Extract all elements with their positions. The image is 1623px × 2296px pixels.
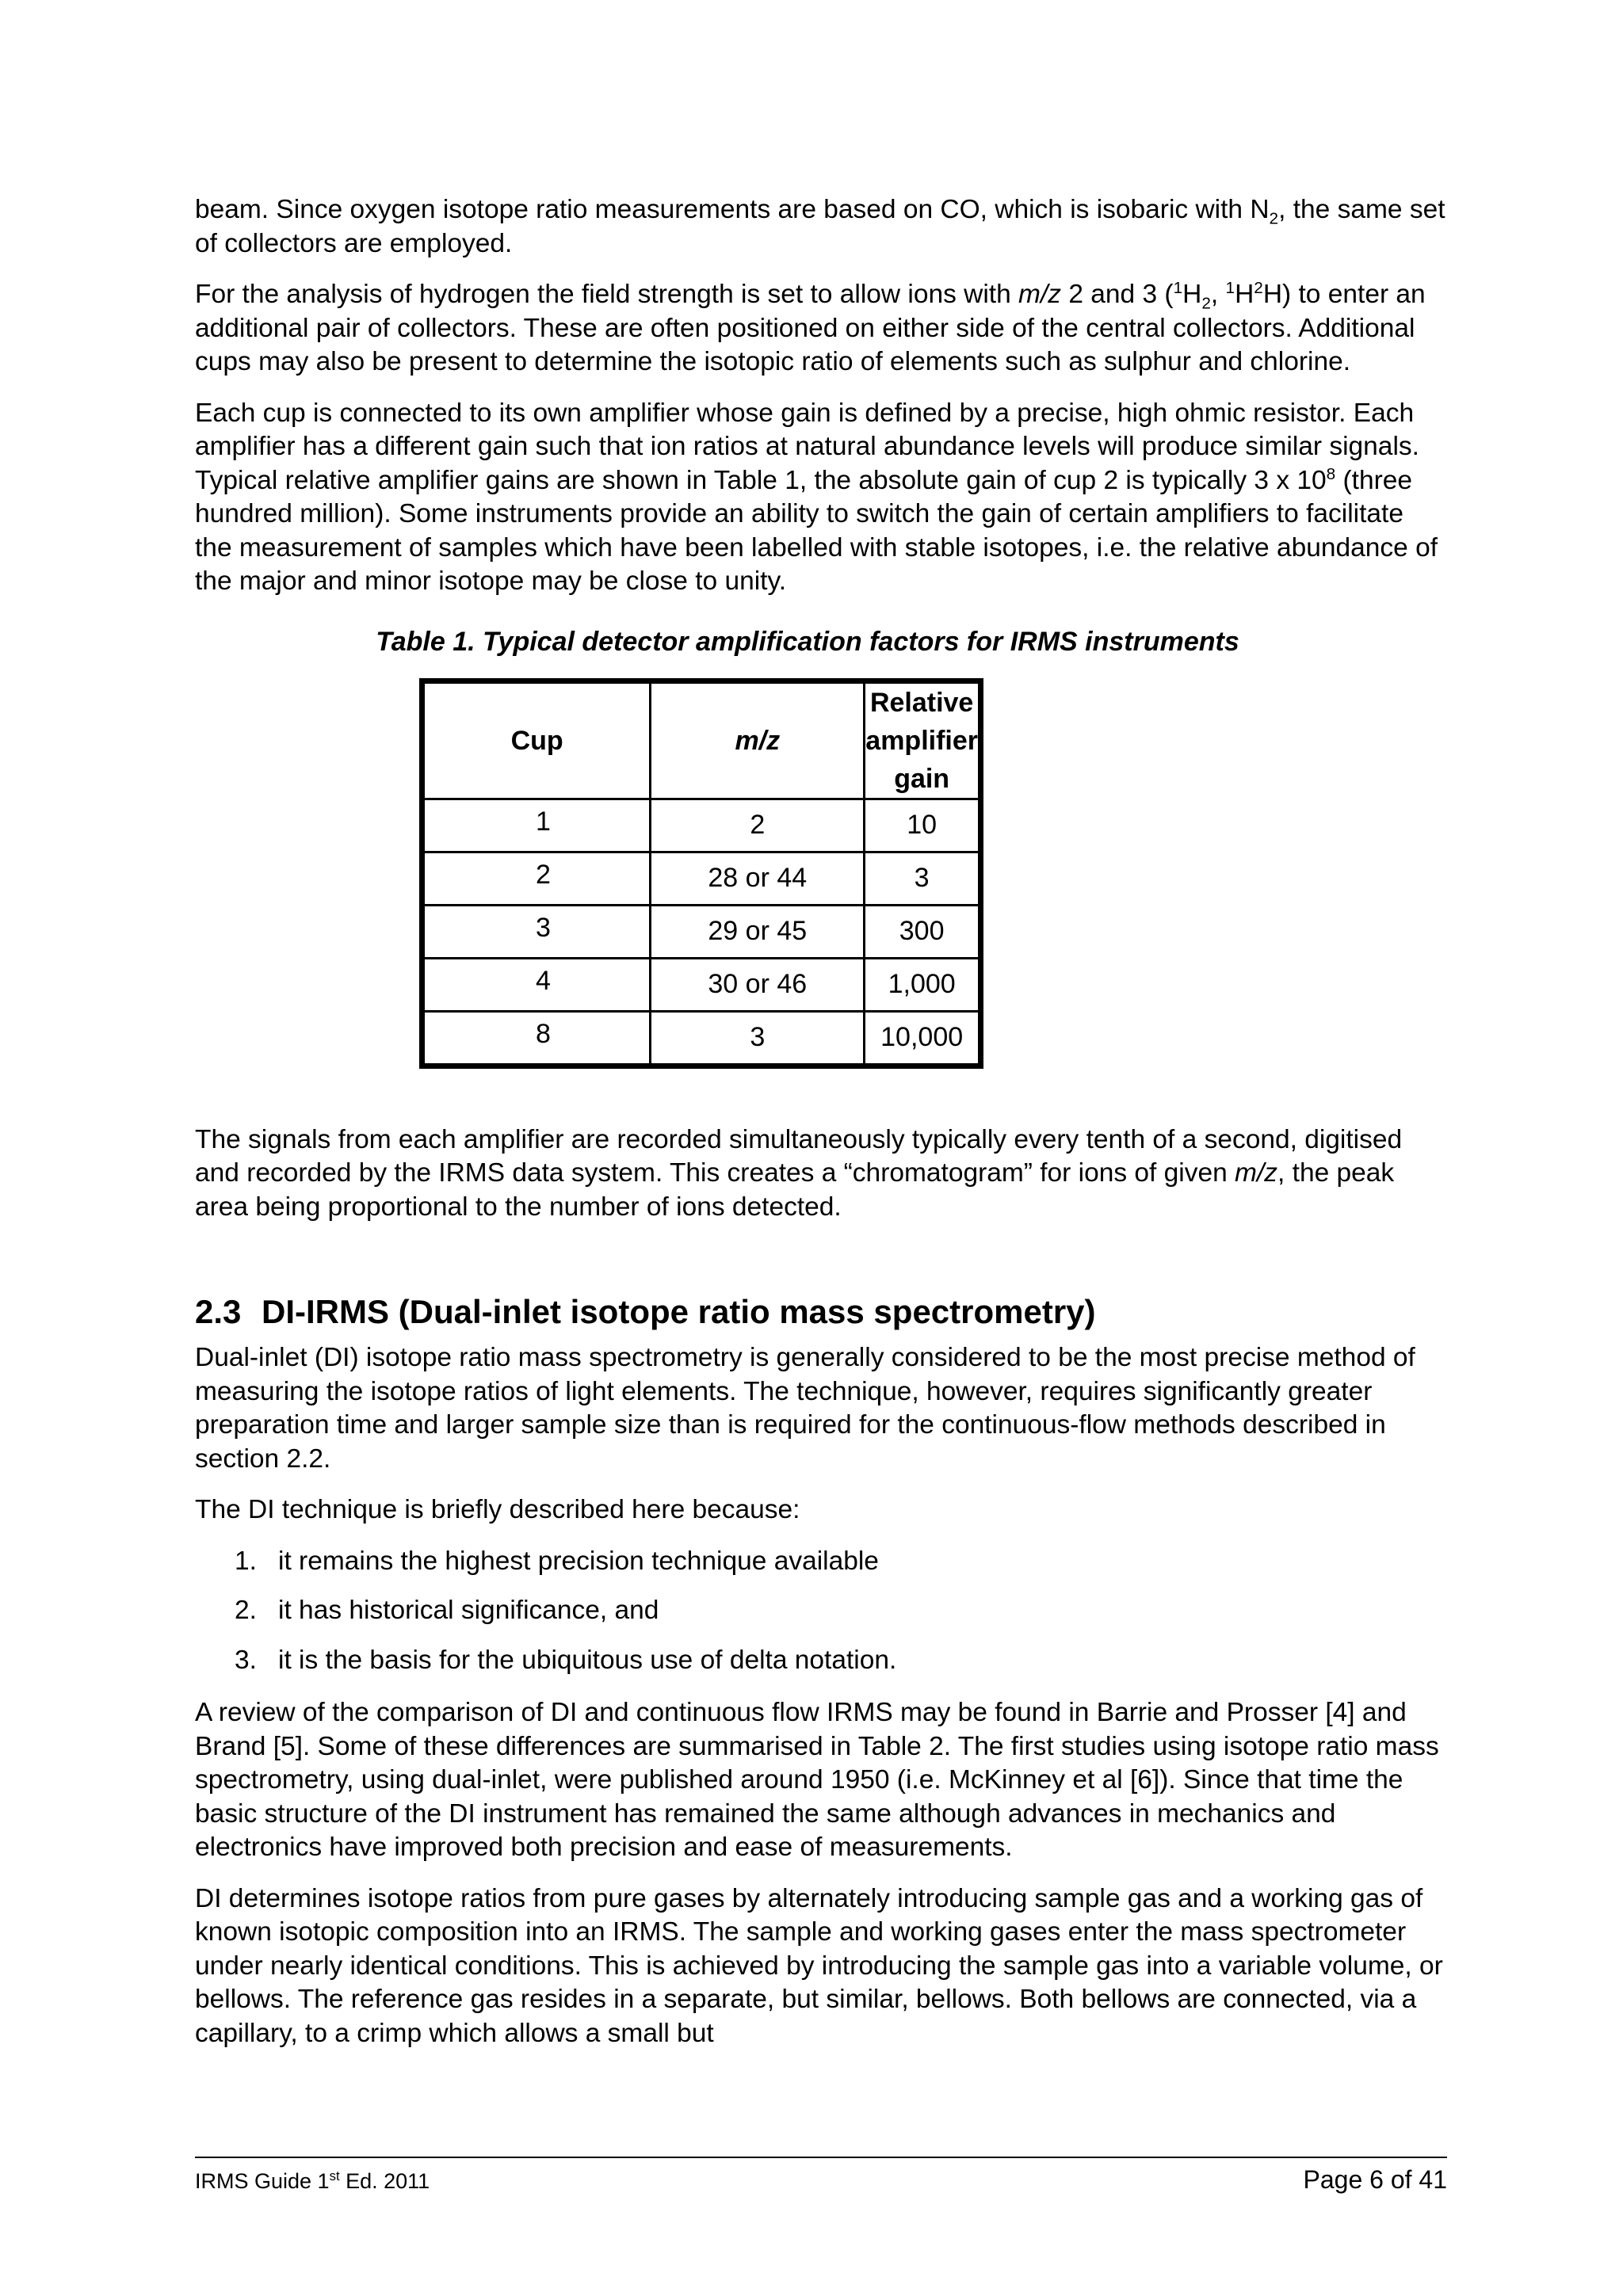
text-run: , the peak area being proportional to the number of ions detected. [195, 1158, 1395, 1222]
cell-gain: 1,000 [865, 958, 980, 1011]
list-item [195, 1594, 1447, 1628]
subscript: 2 [1201, 294, 1211, 313]
text-run: H [1235, 280, 1254, 309]
list-number: 2. [235, 1596, 257, 1625]
footer-superscript: st [329, 2168, 340, 2183]
text-run: The signals from each amplifier are recorded simultaneously typically every tenth of a second, digitised and recorded by the IRMS data system. This creates a “chromatogram” for ions of given [195, 1124, 1403, 1188]
text-run: H [1182, 280, 1202, 309]
header-gain-line2: amplifier gain [865, 725, 978, 794]
text-run: Each cup is connected to its own amplifier whose gain is defined by a precise, high ohmic resistor. Each amplifier has a different gain such that ion ratios at natural abundance levels will produce similar signals. Typical relative amplifier gains are shown in Table 1, the absolute gain of cup 2 is typically 3 x 10 [195, 398, 1419, 495]
table-row [424, 1011, 980, 1064]
paragraph-dual-inlet: Dual-inlet (DI) isotope ratio mass spectrometry is generally considered to be the most precise method of measuring the isotope ratios of light elements. The technique, however, requires significantly greater preparation time and larger sample size than is required for the continuous-flow methods described in section 2.2. [195, 1343, 1415, 1474]
paragraph-review: A review of the comparison of DI and continuous flow IRMS may be found in Barrie and Prosser [4] and Brand [5]. Some of these differences are summarised in Table 2. The first studies using isotope ratio mass spectrometry, using dual-inlet, were published around 1950 (i.e. McKinney et al [6]). Since that time the basic structure of the DI instrument has remained the same although advances in mechanics and electronics have improved both precision and ease of measurements. [195, 1698, 1439, 1862]
paragraph-hydrogen [195, 278, 1447, 379]
section-title: DI-IRMS (Dual-inlet isotope ratio mass spectrometry) [262, 1293, 1096, 1330]
cell-gain: 300 [865, 905, 980, 958]
table-caption: Table 1. Typical detector amplification factors for IRMS instruments [376, 626, 1239, 657]
header-mz-text: m/z [735, 725, 781, 756]
page-number: Page 6 of 41 [1303, 2165, 1447, 2194]
spacer [195, 1073, 1447, 1123]
text-run: (three hundred million). Some instruments provide an ability to switch the gain of certain amplifiers to facilitate the measurement of samples which have been labelled with stable isotopes, i.e. the relative abundance of the major and minor isotope may be close to unity. [195, 465, 1438, 596]
cell-gain: 10 [865, 799, 980, 852]
page-content [195, 193, 1447, 2068]
table-row [424, 958, 980, 1011]
cell-cup: 3 [424, 905, 651, 958]
table-header-row [424, 682, 980, 799]
superscript: 2 [1254, 278, 1263, 297]
footer-text: IRMS Guide 1 [195, 2169, 330, 2193]
text-run: beam. Since oxygen isotope ratio measurements are based on CO, which is isobaric with N [195, 195, 1270, 224]
cell-mz: 30 or 46 [651, 958, 865, 1011]
header-gain-line1: Relative [869, 687, 974, 718]
cell-gain: 3 [865, 852, 980, 905]
list-text: it remains the highest precision technique available [278, 1546, 879, 1576]
cell-cup: 1 [424, 799, 651, 852]
cell-cup: 8 [424, 1011, 651, 1064]
text-run: , [1210, 280, 1226, 309]
paragraph-amplifier [195, 397, 1447, 599]
header-mz [651, 682, 865, 799]
subscript: 2 [1269, 209, 1279, 228]
cell-cup: 2 [424, 852, 651, 905]
table-row [424, 905, 980, 958]
cell-mz: 3 [651, 1011, 865, 1064]
reasons-list [195, 1545, 1447, 1678]
paragraph-beam [195, 193, 1447, 261]
list-item [195, 1545, 1447, 1579]
header-gain [865, 682, 980, 799]
footer-text: Ed. 2011 [339, 2169, 430, 2193]
cell-gain: 10,000 [865, 1011, 980, 1064]
text-run: 2 and 3 ( [1061, 280, 1174, 309]
paragraph-di-intro: The DI technique is briefly described here because: [195, 1495, 800, 1524]
cell-mz: 28 or 44 [651, 852, 865, 905]
list-number: 1. [235, 1546, 257, 1576]
italic-mz: m/z [1018, 280, 1062, 309]
paragraph-signals [195, 1123, 1447, 1225]
header-cup: Cup [424, 682, 651, 799]
section-heading [195, 1292, 1447, 1332]
text-run: , the same set of collectors are employed. [195, 195, 1445, 258]
amplification-table [422, 681, 980, 1066]
footer-rule [195, 2157, 1447, 2158]
cell-mz: 29 or 45 [651, 905, 865, 958]
italic-mz: m/z [1235, 1158, 1278, 1188]
paragraph-di-determines: DI determines isotope ratios from pure gases by alternately introducing sample gas and a working gas of known isotopic composition into an IRMS. The sample and working gases enter the mass spectrometer under nearly identical conditions. This is achieved by introducing the sample gas into a variable volume, or bellows. The reference gas resides in a separate, but similar, bellows. Both bellows are connected, via a capillary, to a crimp which allows a small but [195, 1883, 1443, 2048]
cell-cup: 4 [424, 958, 651, 1011]
list-text: it is the basis for the ubiquitous use of delta notation. [278, 1645, 897, 1675]
table-row [424, 852, 980, 905]
footer-guide-edition [195, 2168, 430, 2195]
list-item [195, 1644, 1447, 1678]
table-row [424, 799, 980, 852]
text-run: For the analysis of hydrogen the field strength is set to allow ions with [195, 280, 1019, 309]
text-run: H) to enter an additional pair of collectors. These are often positioned on either side of the central collectors. Additional cups may also be present to determine the isotopic ratio of elements such as sulphur and chlorine. [195, 280, 1426, 376]
list-number: 3. [235, 1645, 257, 1675]
section-number: 2.3 [195, 1293, 242, 1330]
superscript: 8 [1326, 464, 1336, 483]
list-text: it has historical significance, and [278, 1596, 659, 1625]
superscript: 1 [1225, 278, 1235, 297]
superscript: 1 [1173, 278, 1183, 297]
amplification-table-frame [419, 678, 983, 1069]
cell-mz: 2 [651, 799, 865, 852]
